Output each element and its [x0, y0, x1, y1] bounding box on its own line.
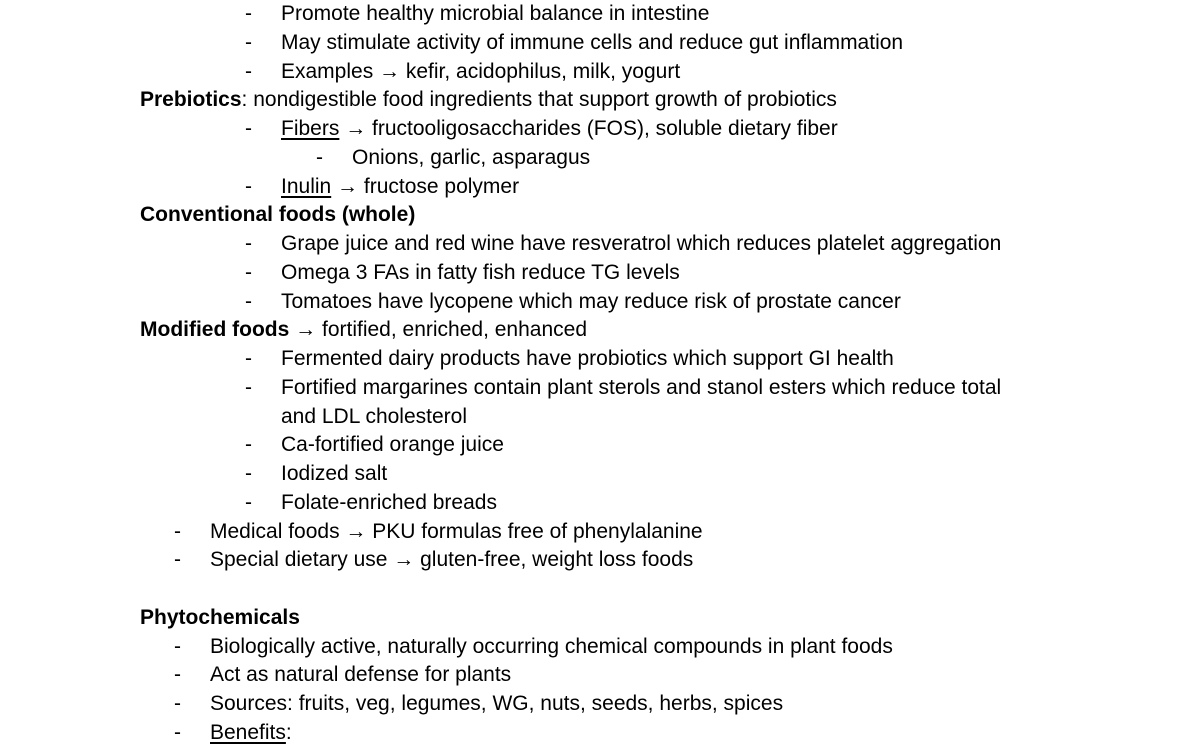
text-span: Medical foods → PKU formulas free of phenylalanine — [210, 520, 703, 543]
bullet-dash: - — [245, 2, 252, 25]
text-span: Special dietary use → gluten-free, weight loss foods — [210, 548, 694, 571]
list-item — [281, 29, 903, 57]
text-span: → fortified, enriched, enhanced — [289, 318, 587, 341]
text-span: Fermented dairy products have probiotics which support GI health — [281, 347, 894, 370]
bullet-dash: - — [245, 290, 252, 313]
bullet-dash: - — [245, 376, 252, 399]
list-item — [281, 374, 1001, 402]
bullet-dash: - — [245, 31, 252, 54]
bullet-dash: - — [245, 462, 252, 485]
bold-text: Prebiotics — [140, 88, 242, 111]
list-item — [210, 690, 783, 718]
text-span: and LDL cholesterol — [281, 405, 468, 428]
text-span: Examples → kefir, acidophilus, milk, yogurt — [281, 60, 681, 83]
list-item — [210, 518, 703, 546]
bullet-dash: - — [245, 347, 252, 370]
list-item — [281, 431, 504, 459]
bold-text: Conventional foods (whole) — [140, 203, 416, 226]
list-item — [281, 288, 901, 316]
list-item — [281, 0, 709, 28]
bullet-dash: - — [174, 721, 181, 744]
list-item — [281, 403, 467, 431]
list-item — [352, 144, 590, 172]
list-item — [281, 345, 894, 373]
text-span: Folate-enriched breads — [281, 491, 497, 514]
text-span: May stimulate activity of immune cells and reduce gut inflammation — [281, 31, 904, 54]
underlined-text: Benefits — [210, 721, 286, 744]
underlined-text: Fibers — [281, 117, 340, 140]
text-span: : nondigestible food ingredients that support growth of probiotics — [241, 88, 837, 111]
text-span: Promote healthy microbial balance in intestine — [281, 2, 710, 25]
bullet-dash: - — [245, 491, 252, 514]
text-span: Fortified margarines contain plant sterols and stanol esters which reduce total — [281, 376, 1002, 399]
text-span: Iodized salt — [281, 462, 388, 485]
list-item — [281, 460, 387, 488]
section-heading-line — [140, 201, 415, 229]
bullet-dash: - — [174, 692, 181, 715]
bullet-dash: - — [245, 433, 252, 456]
bullet-dash: - — [174, 635, 181, 658]
list-item — [210, 661, 511, 689]
list-item — [281, 115, 838, 143]
bold-text: Phytochemicals — [140, 606, 300, 629]
bullet-dash: - — [316, 146, 323, 169]
list-item — [281, 489, 497, 517]
text-span: → fructose polymer — [331, 175, 520, 198]
list-item — [281, 259, 680, 287]
bullet-dash: - — [245, 261, 252, 284]
bullet-dash: - — [174, 663, 181, 686]
text-span: Act as natural defense for plants — [210, 663, 512, 686]
text-span: : — [285, 721, 292, 744]
bullet-dash: - — [245, 60, 252, 83]
bold-text: Modified foods — [140, 318, 290, 341]
text-span: → fructooligosaccharides (FOS), soluble dietary fiber — [339, 117, 838, 140]
list-item — [210, 546, 693, 574]
section-heading-line — [140, 86, 837, 114]
list-item — [210, 719, 292, 747]
bullet-dash: - — [174, 520, 181, 543]
bullet-dash: - — [245, 175, 252, 198]
text-span: Onions, garlic, asparagus — [352, 146, 591, 169]
underlined-text: Inulin — [281, 175, 332, 198]
bullet-dash: - — [174, 548, 181, 571]
list-item — [281, 230, 1001, 258]
text-span: Omega 3 FAs in fatty fish reduce TG levels — [281, 261, 680, 284]
section-heading-line — [140, 604, 300, 632]
text-span: Tomatoes have lycopene which may reduce risk of prostate cancer — [281, 290, 901, 313]
list-item — [281, 173, 519, 201]
bullet-dash: - — [245, 117, 252, 140]
text-span: Sources: fruits, veg, legumes, WG, nuts, seeds, herbs, spices — [210, 692, 784, 715]
section-heading-line — [140, 316, 587, 344]
list-item — [281, 58, 680, 86]
bullet-dash: - — [245, 232, 252, 255]
text-span: Ca-fortified orange juice — [281, 433, 504, 456]
text-span: Biologically active, naturally occurring chemical compounds in plant foods — [210, 635, 893, 658]
list-item — [210, 633, 893, 661]
text-span: Grape juice and red wine have resveratrol which reduces platelet aggregation — [281, 232, 1002, 255]
